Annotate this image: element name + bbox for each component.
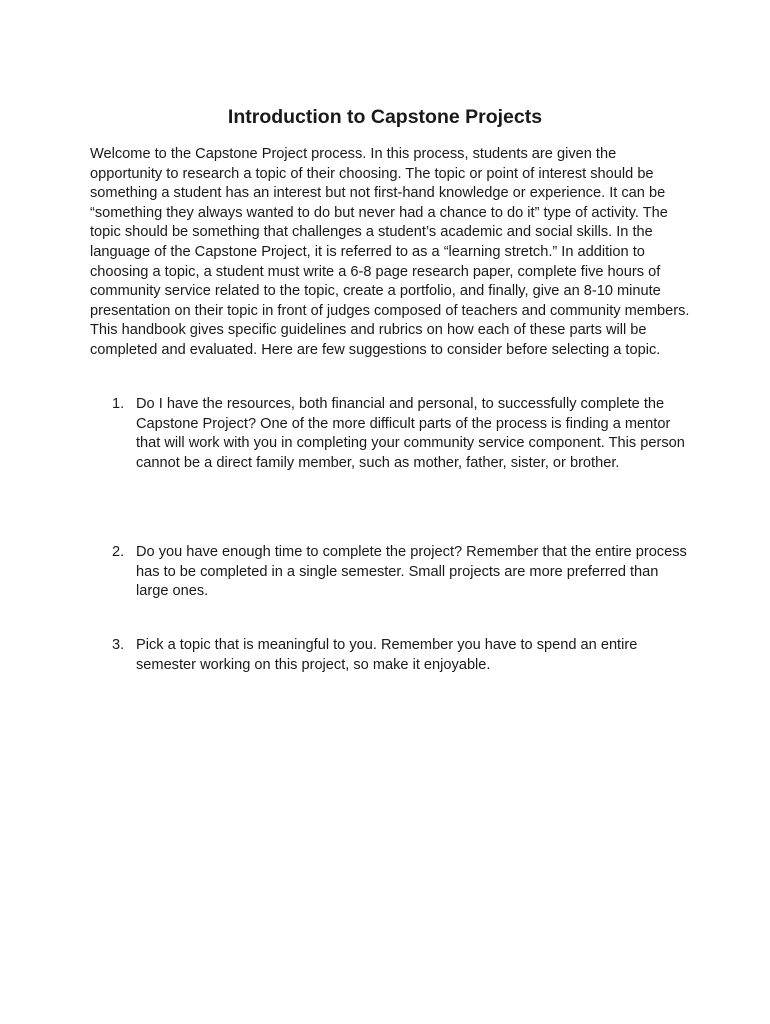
suggestion-number: 2.: [112, 544, 125, 560]
suggestion-text: Pick a topic that is meaningful to you. Remember you have to spend an entire semester working on this project, so make it enjoyable.: [136, 637, 638, 673]
document-title: Introduction to Capstone Projects: [227, 106, 543, 128]
suggestion-item-3: [112, 636, 687, 675]
suggestion-text: Do you have enough time to complete the project? Remember that the entire process has to be completed in a single semester. Small projects are more preferred than large ones.: [136, 544, 687, 600]
suggestion-number: 1.: [112, 396, 125, 412]
suggestion-item-2: [112, 543, 687, 602]
suggestion-item-1: [112, 395, 687, 473]
suggestion-text: Do I have the resources, both financial and personal, to successfully complete the Capstone Project? One of the more difficult parts of the process is finding a mentor that will work with you in completing your community service component. This person cannot be a direct family member, such as mother, father, sister, or brother.: [136, 396, 685, 471]
suggestion-number: 3.: [112, 637, 125, 653]
intro-paragraph: Welcome to the Capstone Project process. In this process, students are given the opportunity to research a topic of their choosing. The topic or point of interest should be something a student has an interest but not first-hand knowledge or experience. It can be “something they always wanted to do but never had a chance to do it” type of activity. The topic should be something that challenges a student’s academic and social skills. In the language of the Capstone Project, it is referred to as a “learning stretch.” In addition to choosing a topic, a student must write a 6-8 page research paper, complete five hours of community service related to the topic, create a portfolio, and finally, give an 8-10 minute presentation on their topic in front of judges composed of teachers and community members. This handbook gives specific guidelines and rubrics on how each of these parts will be completed and evaluated. Here are few suggestions to consider before selecting a topic.: [90, 146, 690, 358]
